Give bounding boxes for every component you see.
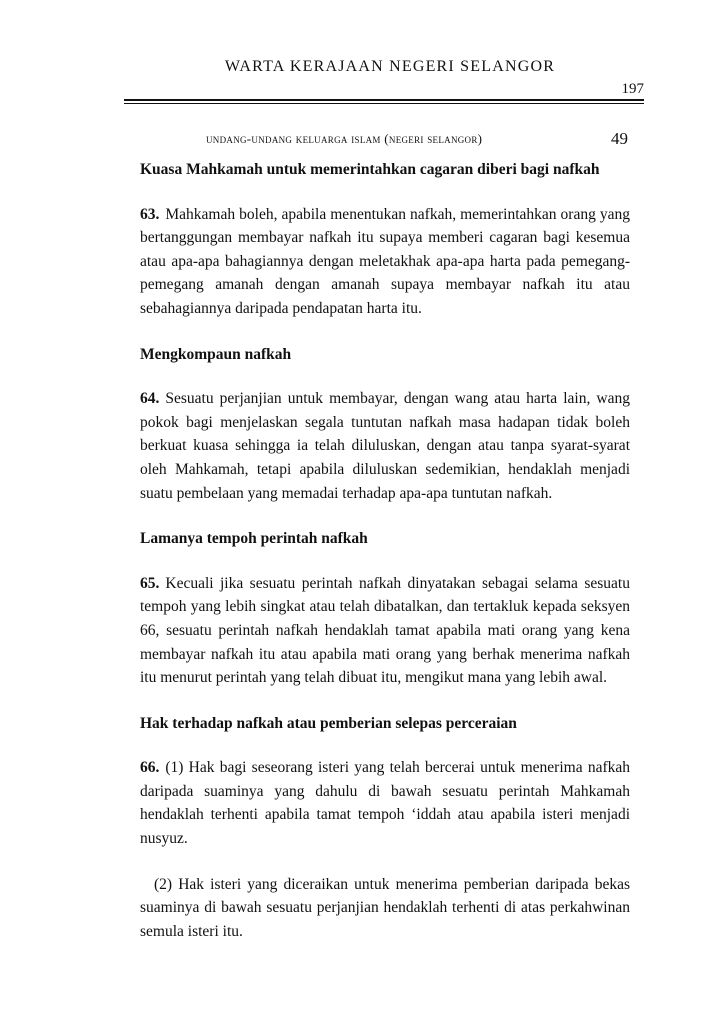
section-text: Sesuatu perjanjian untuk membayar, dengan wang atau harta lain, wang pokok bagi menjelaskan segala tuntutan nafkah masa hadapan tidak boleh berkuat kuasa sehingga ia telah diluluskan, dengan atau tanpa syarat-syarat oleh Mahkamah, tetapi apabila diluluskan sedemikian, hendaklah menjadi suatu pembelaan yang memadai terhadap apa-apa tuntutan nafkah. xyxy=(140,390,630,502)
section-heading: Kuasa Mahkamah untuk memerintahkan cagaran diberi bagi nafkah xyxy=(140,161,600,178)
section-text: Mahkamah boleh, apabila menentukan nafkah, memerintahkan orang yang bertanggungan membayar nafkah itu supaya memberi cagaran bagi kesemua atau apa-apa bahagiannya dengan meletakhak apa-apa harta pada pemegang-pemegang amanah dengan amanah supaya membayar nafkah itu atau sebahagiannya daripada pendapatan harta itu. xyxy=(140,205,630,317)
section-heading: Lamanya tempoh perintah nafkah xyxy=(140,530,368,548)
section-text: Kecuali jika sesuatu perintah nafkah dinyatakan sebagai selama sesuatu tempoh yang lebih singkat atau telah dibatalkan, dan tertakluk kepada seksyen 66, sesuatu perintah nafkah hendaklah tamat apabila mati orang yang kena membayar nafkah itu atau apabila mati orang yang berhak menerima nafkah itu menurut perintah yang telah dibuat itu, mengikut mana yang lebih awal. xyxy=(140,574,630,687)
section-paragraph xyxy=(140,572,630,690)
gazette-page-number: 197 xyxy=(621,81,644,97)
gazette-title: WARTA KERAJAAN NEGERI SELANGOR xyxy=(224,58,556,75)
section-number: 64. xyxy=(140,390,160,408)
section-number: 66. xyxy=(140,759,160,777)
section-paragraph xyxy=(140,203,630,321)
document-body xyxy=(140,158,630,965)
section-paragraph xyxy=(140,387,630,505)
section-paragraph xyxy=(140,756,630,850)
section-number: 63. xyxy=(140,205,160,223)
section-number: 65. xyxy=(140,574,160,592)
subsection-paragraph: (2) Hak isteri yang diceraikan untuk menerima pemberian daripada bekas suaminya di bawah sesuatu perjanjian hendaklah terhenti di atas perkahwinan semula isteri itu. xyxy=(140,875,630,940)
running-head: undang-undang keluarga islam (negeri selangor) xyxy=(206,131,483,146)
section-heading: Mengkompaun nafkah xyxy=(140,345,292,363)
header-rule xyxy=(124,99,644,104)
section-heading: Hak terhadap nafkah atau pemberian selepas perceraian xyxy=(140,714,517,732)
running-page-number: 49 xyxy=(611,129,628,148)
section-text: (1) Hak bagi seseorang isteri yang telah bercerai untuk menerima nafkah daripada suaminya yang dahulu di bawah sesuatu perintah Mahkamah hendaklah terhenti apabila tamat tempoh ‘iddah atau apabila isteri menjadi nusyuz. xyxy=(140,759,630,848)
